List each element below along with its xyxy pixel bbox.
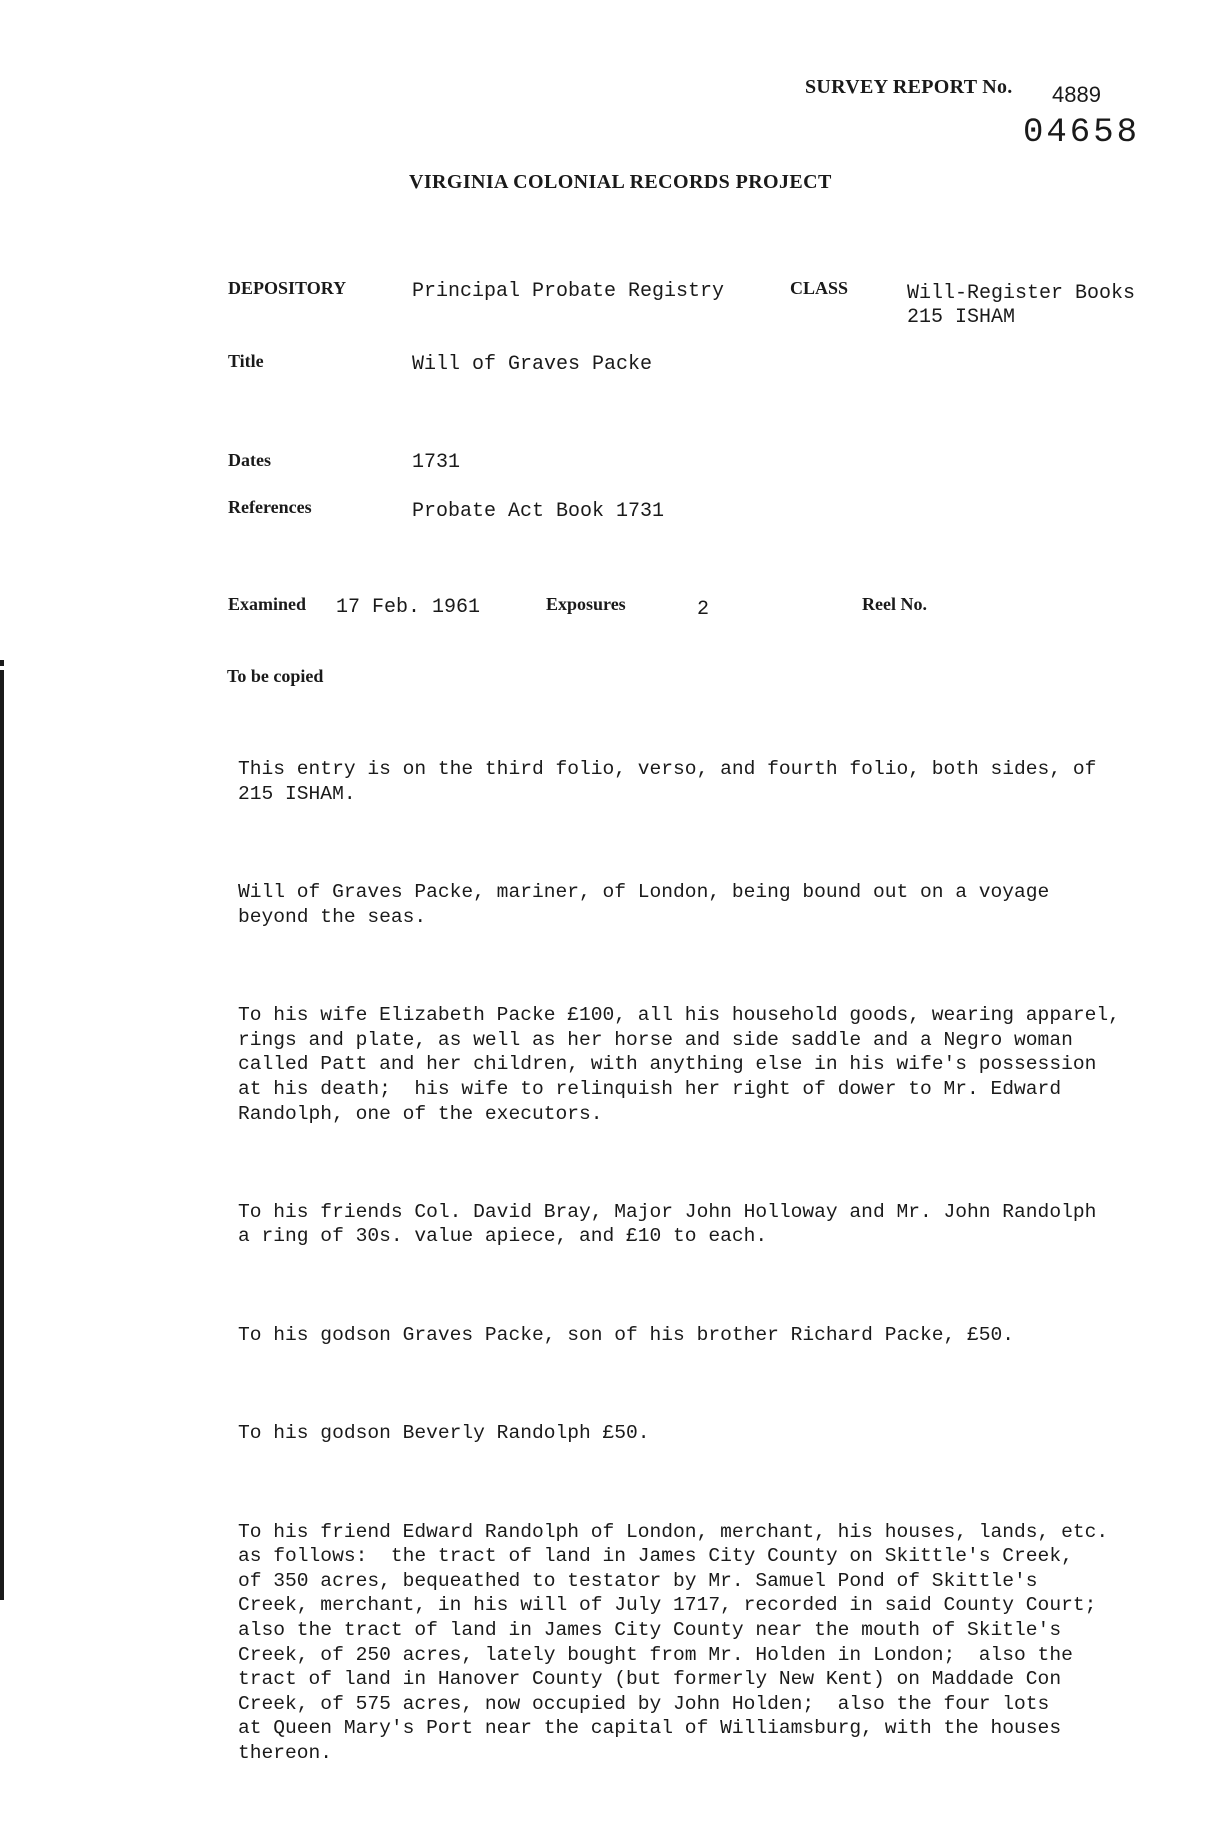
dates-label: Dates bbox=[228, 450, 271, 470]
reel-number-label: Reel No. bbox=[862, 594, 927, 614]
paragraph-bequest-godson-packe: To his godson Graves Packe, son of his brother Richard Packe, £50. bbox=[238, 1323, 1015, 1346]
dates-value: 1731 bbox=[412, 451, 461, 474]
paragraph-bequest-wife: To his wife Elizabeth Packe £100, all his household goods, wearing apparel, rings and plate, as well as her horse and side saddle and a Negro woman called Patt and her children, with anything else in his wife's possession at his death; his wife to relinquish her right of dower to Mr. Edward Randolph, one of the executors. bbox=[238, 1004, 1120, 1125]
paragraph-bequest-friends: To his friends Col. David Bray, Major John Holloway and Mr. John Randolph a ring of 30s. value apiece, and £10 to each. bbox=[238, 1200, 1097, 1248]
depository-value: Principal Probate Registry bbox=[412, 280, 725, 303]
examined-value: 17 Feb. 1961 bbox=[336, 596, 481, 619]
references-value: Probate Act Book 1731 bbox=[412, 500, 665, 523]
title-value: Will of Graves Packe bbox=[412, 353, 653, 376]
will-abstract-text bbox=[238, 708, 1188, 1839]
references-label: References bbox=[228, 497, 312, 517]
title-label: Title bbox=[228, 351, 264, 371]
survey-report-label: SURVEY REPORT No. bbox=[805, 76, 1013, 98]
depository-label: DEPOSITORY bbox=[228, 278, 347, 298]
paragraph-bequest-godson-randolph: To his godson Beverly Randolph £50. bbox=[238, 1422, 650, 1445]
scan-edge-mark bbox=[0, 670, 4, 1600]
to-be-copied-label: To be copied bbox=[227, 666, 324, 686]
paragraph-bequest-lands: To his friend Edward Randolph of London, merchant, his houses, lands, etc. as follows: the tract of land in James City County on Skittle's Creek, of 350 acres, bequeathed to testator by Mr. Samuel Pond of Skittle's Creek, merchant, in his will of July 1717, recorded in said County Court; also the tract of land in James City County near the mouth of Skitle's Creek, of 250 acres, lately bought from Mr. Holden in London; also the tract of land in Hanover County (but formerly New Kent) on Maddade Con Creek, of 575 acres, now occupied by John Holden; also the four lots at Queen Mary's Port near the capital of Williamsburg, with the houses thereon. bbox=[238, 1520, 1109, 1764]
exposures-value: 2 bbox=[697, 598, 710, 621]
paragraph-location: This entry is on the third folio, verso, and fourth folio, both sides, of 215 ISHAM. bbox=[238, 758, 1097, 805]
survey-report-number: 4889 bbox=[1052, 82, 1101, 107]
class-value-line1: Will-Register Books bbox=[907, 282, 1136, 305]
scan-edge-tick bbox=[0, 660, 4, 666]
stamped-number: 04658 bbox=[1023, 114, 1141, 152]
class-label: CLASS bbox=[790, 278, 849, 298]
paragraph-will-intro: Will of Graves Packe, mariner, of London, being bound out on a voyage beyond the seas. bbox=[238, 881, 1050, 928]
project-title: VIRGINIA COLONIAL RECORDS PROJECT bbox=[409, 171, 832, 193]
class-value-line2: 215 ISHAM bbox=[907, 306, 1016, 329]
examined-label: Examined bbox=[228, 594, 307, 614]
exposures-label: Exposures bbox=[546, 594, 626, 614]
